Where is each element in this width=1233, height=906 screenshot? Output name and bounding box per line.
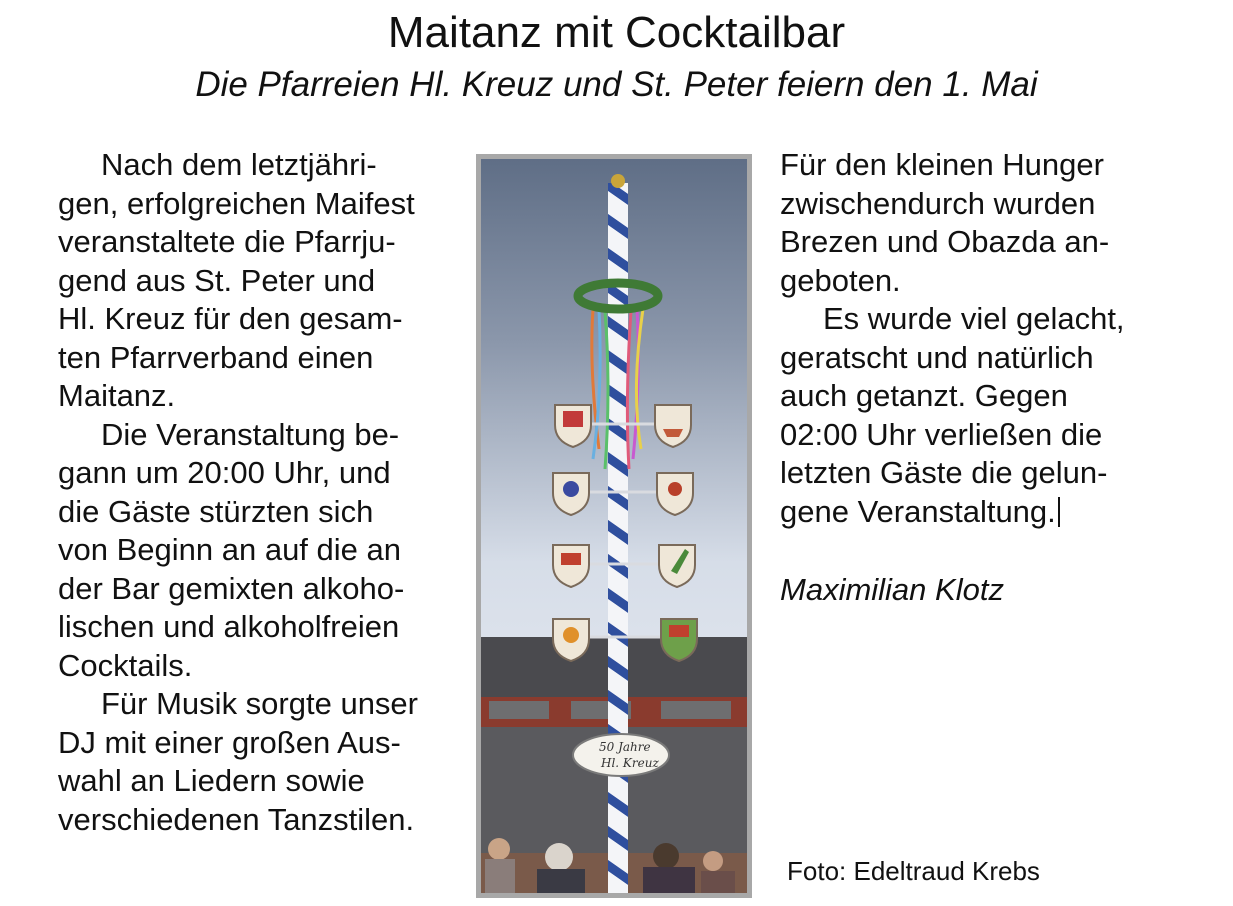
text-line: Maitanz. bbox=[58, 378, 176, 413]
sign-text-line2: Hl. Kreuz bbox=[601, 756, 659, 770]
text-line: die Gäste stürzten sich bbox=[58, 493, 374, 529]
article-left-column bbox=[58, 146, 468, 839]
text-line: ten Pfarrverband einen bbox=[58, 339, 374, 375]
author-name: Maximilian Klotz bbox=[780, 572, 1004, 607]
pole-top-ball bbox=[611, 174, 625, 188]
anniversary-sign bbox=[573, 734, 669, 776]
text-line: veranstaltete die Pfarrju- bbox=[58, 224, 396, 259]
text-line: Cocktails. bbox=[58, 647, 193, 683]
sign-text-line1: 50 Jahre bbox=[599, 740, 651, 754]
article-author bbox=[780, 570, 1004, 610]
text-line: Die Veranstaltung be- bbox=[101, 416, 400, 452]
text-line: lischen und alkoholfreien bbox=[58, 609, 400, 644]
text-line: zwischendurch wurden bbox=[780, 185, 1096, 221]
text-line: geratscht und natürlich bbox=[780, 339, 1094, 375]
text-line: Brezen und Obazda an- bbox=[780, 224, 1110, 259]
text-line: verschiedenen Tanzstilen. bbox=[58, 801, 415, 837]
text-line: letzten Gäste die gelun- bbox=[780, 455, 1108, 490]
article-title: Maitanz mit Cocktailbar bbox=[387, 8, 846, 57]
text-line: gen, erfolgreichen Maifest bbox=[58, 185, 415, 221]
photo-caption: Foto: Edeltraud Krebs bbox=[787, 856, 1040, 886]
text-line: gene Veranstaltung. bbox=[780, 493, 1220, 532]
text-line: der Bar gemixten alkoho- bbox=[58, 570, 405, 606]
text-line: Für Musik sorgte unser bbox=[101, 686, 418, 721]
text-line: DJ mit einer großen Aus- bbox=[58, 724, 401, 760]
text-line: Nach dem letztjähri- bbox=[101, 147, 377, 182]
article-subtitle: Die Pfarreien Hl. Kreuz und St. Peter feiern den 1. Mai bbox=[195, 65, 1038, 104]
text-line: wahl an Liedern sowie bbox=[58, 763, 365, 798]
text-line: auch getanzt. Gegen bbox=[780, 378, 1068, 413]
text-line: geboten. bbox=[780, 262, 901, 298]
text-line: gann um 20:00 Uhr, und bbox=[58, 455, 391, 490]
maypole-pole bbox=[608, 183, 628, 893]
article-right-column bbox=[780, 146, 1220, 531]
text-line: 02:00 Uhr verließen die bbox=[780, 416, 1103, 452]
text-line: von Beginn an auf die an bbox=[58, 532, 401, 567]
text-line: gend aus St. Peter und bbox=[58, 262, 376, 298]
maypole-photo bbox=[476, 154, 752, 898]
text-line: Für den kleinen Hunger bbox=[780, 147, 1104, 182]
text-cursor bbox=[1058, 497, 1060, 527]
text-line: Es wurde viel gelacht, bbox=[823, 301, 1125, 336]
text-line: Hl. Kreuz für den gesam- bbox=[58, 301, 403, 336]
